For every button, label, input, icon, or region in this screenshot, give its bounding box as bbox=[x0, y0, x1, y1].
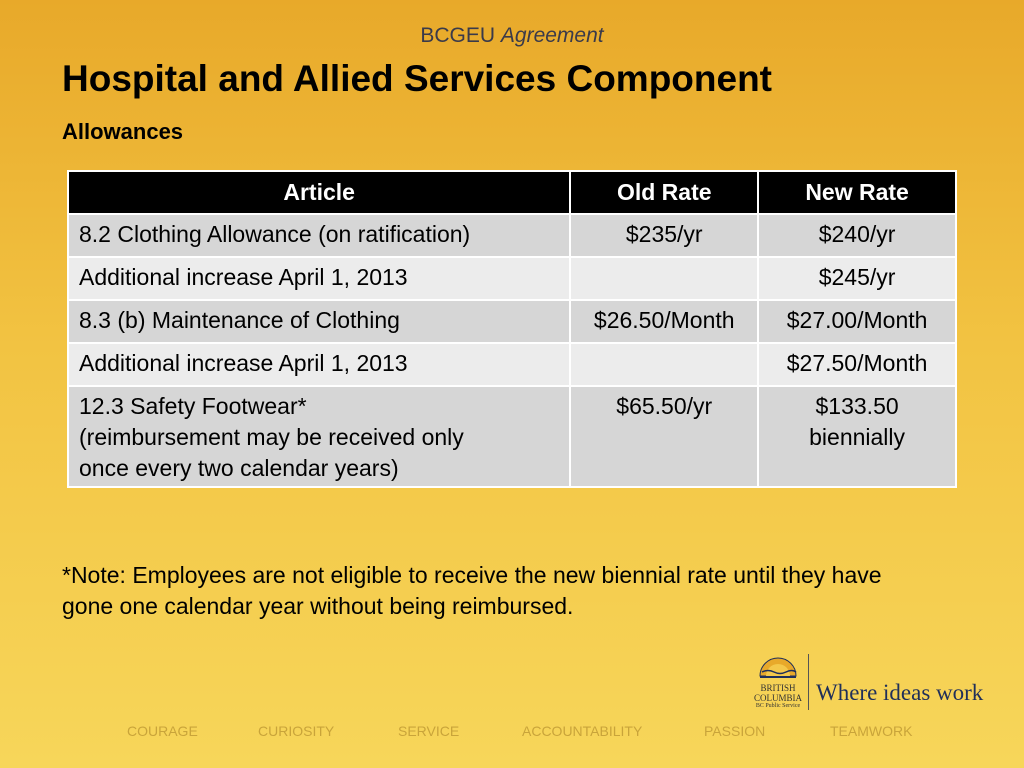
sun-crest-icon bbox=[758, 652, 798, 678]
allowances-table bbox=[67, 170, 957, 488]
footer-value: PASSION bbox=[704, 723, 766, 739]
cell-old-rate bbox=[570, 343, 758, 386]
header-org: BCGEU bbox=[420, 24, 496, 47]
logo-line: BC Public Service bbox=[755, 703, 801, 709]
cell-new-rate bbox=[758, 386, 956, 487]
slide-subtitle: Allowances bbox=[62, 119, 184, 144]
cell-new-rate: $27.50/Month bbox=[758, 343, 956, 386]
cell-article: Additional increase April 1, 2013 bbox=[68, 343, 570, 386]
cell-new-rate: $27.00/Month bbox=[758, 300, 956, 343]
table-row bbox=[68, 300, 956, 343]
column-header-old-rate: Old Rate bbox=[570, 171, 758, 214]
cell-old-rate bbox=[570, 257, 758, 300]
values-footer bbox=[0, 723, 1024, 743]
cell-article-line: 12.3 Safety Footwear* bbox=[79, 393, 307, 419]
bc-public-service-logo bbox=[752, 652, 992, 712]
bc-crest-icon bbox=[752, 652, 804, 712]
table-row bbox=[68, 257, 956, 300]
cell-article-line: (reimbursement may be received only bbox=[79, 424, 464, 450]
footer-value: SERVICE bbox=[398, 723, 460, 739]
cell-article: Additional increase April 1, 2013 bbox=[68, 257, 570, 300]
footnote-line: gone one calendar year without being reimbursed. bbox=[62, 593, 574, 619]
table-row bbox=[68, 386, 956, 487]
slide-header bbox=[0, 24, 1024, 48]
slide-title: Hospital and Allied Services Component bbox=[62, 58, 772, 99]
logo-line: COLUMBIA bbox=[753, 693, 802, 703]
logo-line: BRITISH bbox=[760, 683, 796, 693]
table-row bbox=[68, 343, 956, 386]
cell-article: 8.2 Clothing Allowance (on ratification) bbox=[68, 214, 570, 257]
logo-tagline: Where ideas work bbox=[816, 680, 984, 705]
cell-article-line: once every two calendar years) bbox=[79, 455, 399, 481]
cell-new-rate-line: biennially bbox=[809, 424, 906, 450]
cell-article bbox=[68, 386, 570, 487]
footer-value: TEAMWORK bbox=[830, 723, 913, 739]
header-doc: Agreement bbox=[500, 24, 604, 47]
cell-new-rate: $240/yr bbox=[758, 214, 956, 257]
cell-article: 8.3 (b) Maintenance of Clothing bbox=[68, 300, 570, 343]
cell-old-rate: $26.50/Month bbox=[570, 300, 758, 343]
footnote bbox=[62, 560, 992, 622]
cell-new-rate: $245/yr bbox=[758, 257, 956, 300]
footer-value: COURAGE bbox=[127, 723, 198, 739]
table-header-row bbox=[68, 171, 956, 214]
footnote-line: *Note: Employees are not eligible to receive the new biennial rate until they have bbox=[62, 562, 882, 588]
table-row bbox=[68, 214, 956, 257]
cell-old-rate: $235/yr bbox=[570, 214, 758, 257]
logo-divider bbox=[808, 654, 809, 710]
cell-new-rate-line: $133.50 bbox=[815, 393, 899, 419]
footer-value: CURIOSITY bbox=[258, 723, 335, 739]
column-header-new-rate: New Rate bbox=[758, 171, 956, 214]
footer-value: ACCOUNTABILITY bbox=[522, 723, 643, 739]
column-header-article: Article bbox=[68, 171, 570, 214]
cell-old-rate: $65.50/yr bbox=[570, 386, 758, 487]
